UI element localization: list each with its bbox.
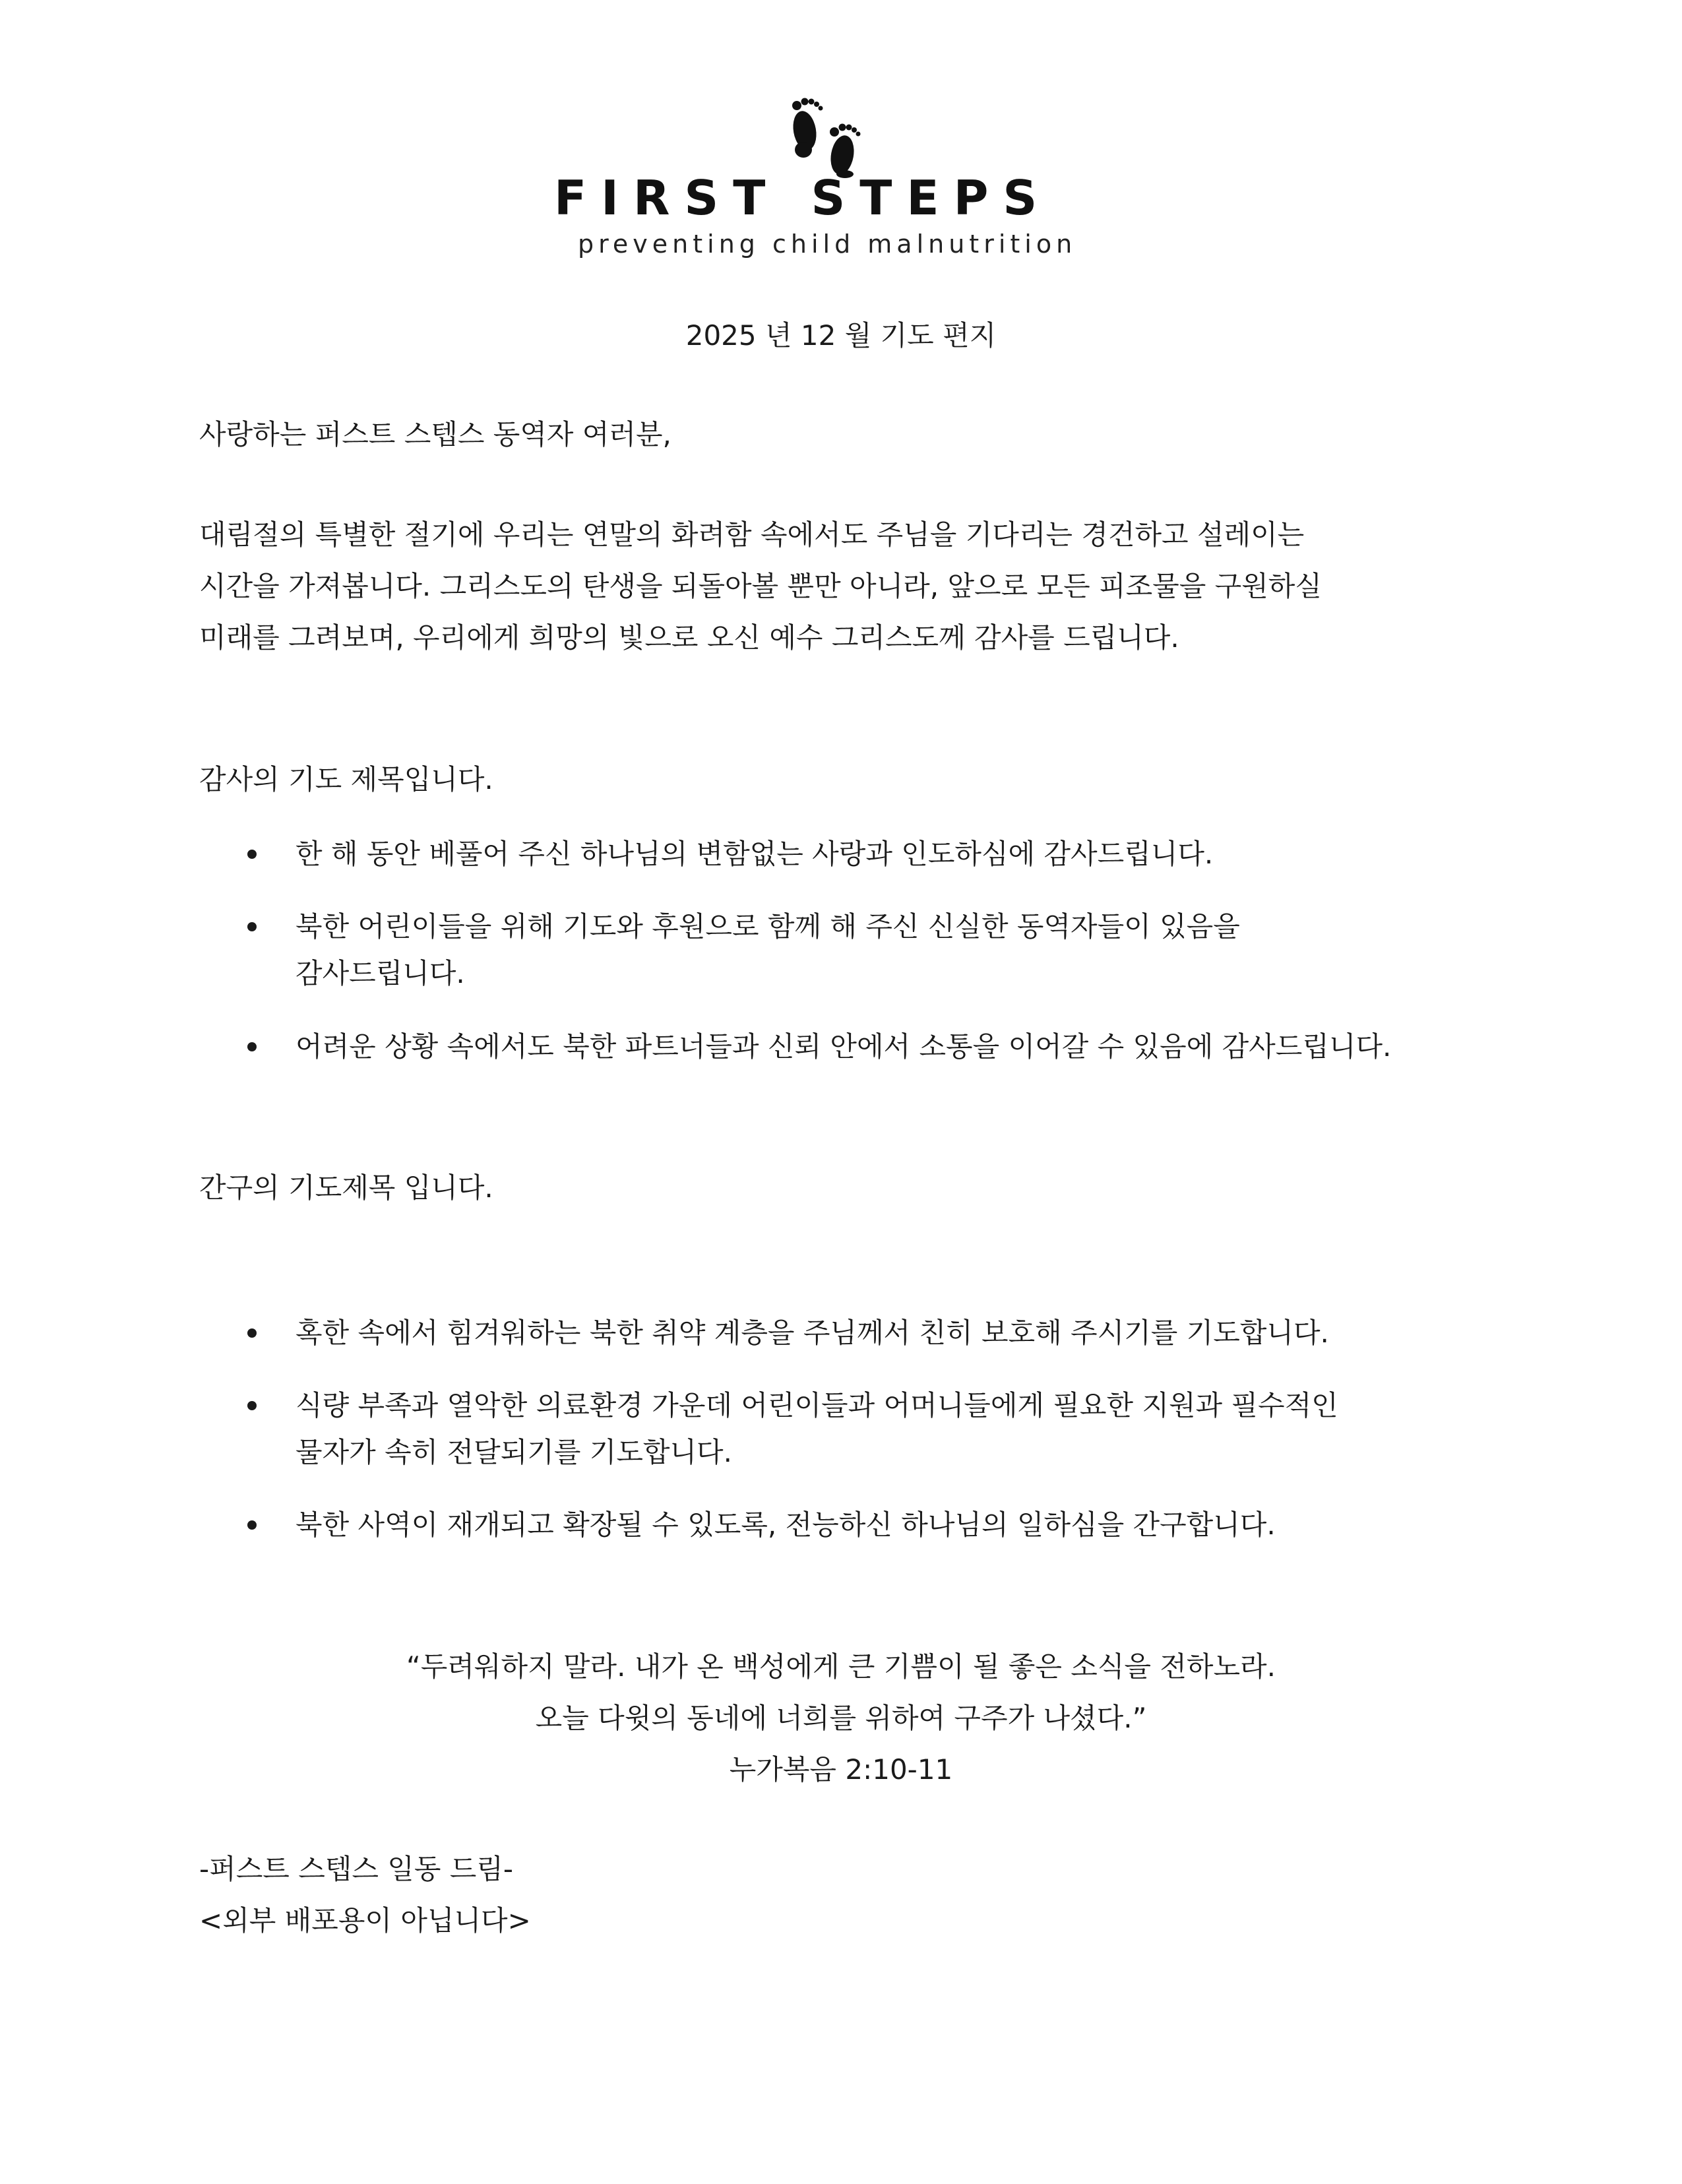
- thanks-item: 어려운 상황 속에서도 북한 파트너들과 신뢰 안에서 소통을 이어갈 수 있음에 감사드립니다.: [296, 1030, 1392, 1063]
- thanks-item-continued: 감사드립니다.: [296, 957, 465, 989]
- petition-item: 북한 사역이 재개되고 확장될 수 있도록, 전능하신 하나님의 일하심을 간구합니다.: [296, 1509, 1276, 1541]
- distribution-notice: <외부 배포용이 아닙니다>: [199, 1904, 531, 1937]
- intro-line: 대림절의 특별한 절기에 우리는 연말의 화려함 속에서도 주님을 기다리는 경건하고 설레이는: [199, 518, 1305, 551]
- bullet-icon: [247, 922, 257, 931]
- intro-line: 시간을 가져봅니다. 그리스도의 탄생을 되돌아볼 뿐만 아니라, 앞으로 모든 피조물을 구원하실: [199, 570, 1322, 602]
- intro-line: 미래를 그려보며, 우리에게 희망의 빛으로 오신 예수 그리스도께 감사를 드립니다.: [199, 621, 1179, 654]
- logo-tagline: preventing child malnutrition: [578, 230, 1077, 259]
- verse-reference: 누가복음 2:10-11: [729, 1753, 953, 1786]
- petition-item: 식량 부족과 열악한 의료환경 가운데 어린이들과 어머니들에게 필요한 지원과 필수적인: [296, 1389, 1338, 1421]
- bullet-icon: [247, 1401, 257, 1410]
- bullet-icon: [247, 1042, 257, 1051]
- letter-title: 2025 년 12 월 기도 편지: [685, 319, 997, 352]
- petition-item: 혹한 속에서 힘겨워하는 북한 취약 계층을 주님께서 친히 보호해 주시기를 기도합니다.: [296, 1317, 1329, 1349]
- footprints-icon: [554, 86, 1135, 178]
- greeting: 사랑하는 퍼스트 스텝스 동역자 여러분,: [199, 418, 671, 451]
- petition-item-continued: 물자가 속히 전달되기를 기도합니다.: [296, 1436, 732, 1468]
- bullet-icon: [247, 1520, 257, 1530]
- verse-line: 오늘 다윗의 동네에 너희를 위하여 구주가 나셨다.”: [535, 1702, 1147, 1734]
- thanks-item: 한 해 동안 베풀어 주신 하나님의 변함없는 사랑과 인도하심에 감사드립니다.: [296, 838, 1214, 870]
- logo-wordmark: FIRST STEPS: [554, 170, 1052, 226]
- bullet-icon: [247, 850, 257, 859]
- bullet-icon: [247, 1328, 257, 1338]
- petition-heading: 간구의 기도제목 입니다.: [199, 1171, 493, 1204]
- verse-line: “두려워하지 말라. 내가 온 백성에게 큰 기쁨이 될 좋은 소식을 전하노라.: [406, 1650, 1276, 1683]
- signature: -퍼스트 스텝스 일동 드림-: [199, 1853, 514, 1885]
- thanks-heading: 감사의 기도 제목입니다.: [199, 763, 493, 796]
- thanks-item: 북한 어린이들을 위해 기도와 후원으로 함께 해 주신 신실한 동역자들이 있음을: [296, 910, 1240, 943]
- first-steps-logo: [554, 86, 1135, 264]
